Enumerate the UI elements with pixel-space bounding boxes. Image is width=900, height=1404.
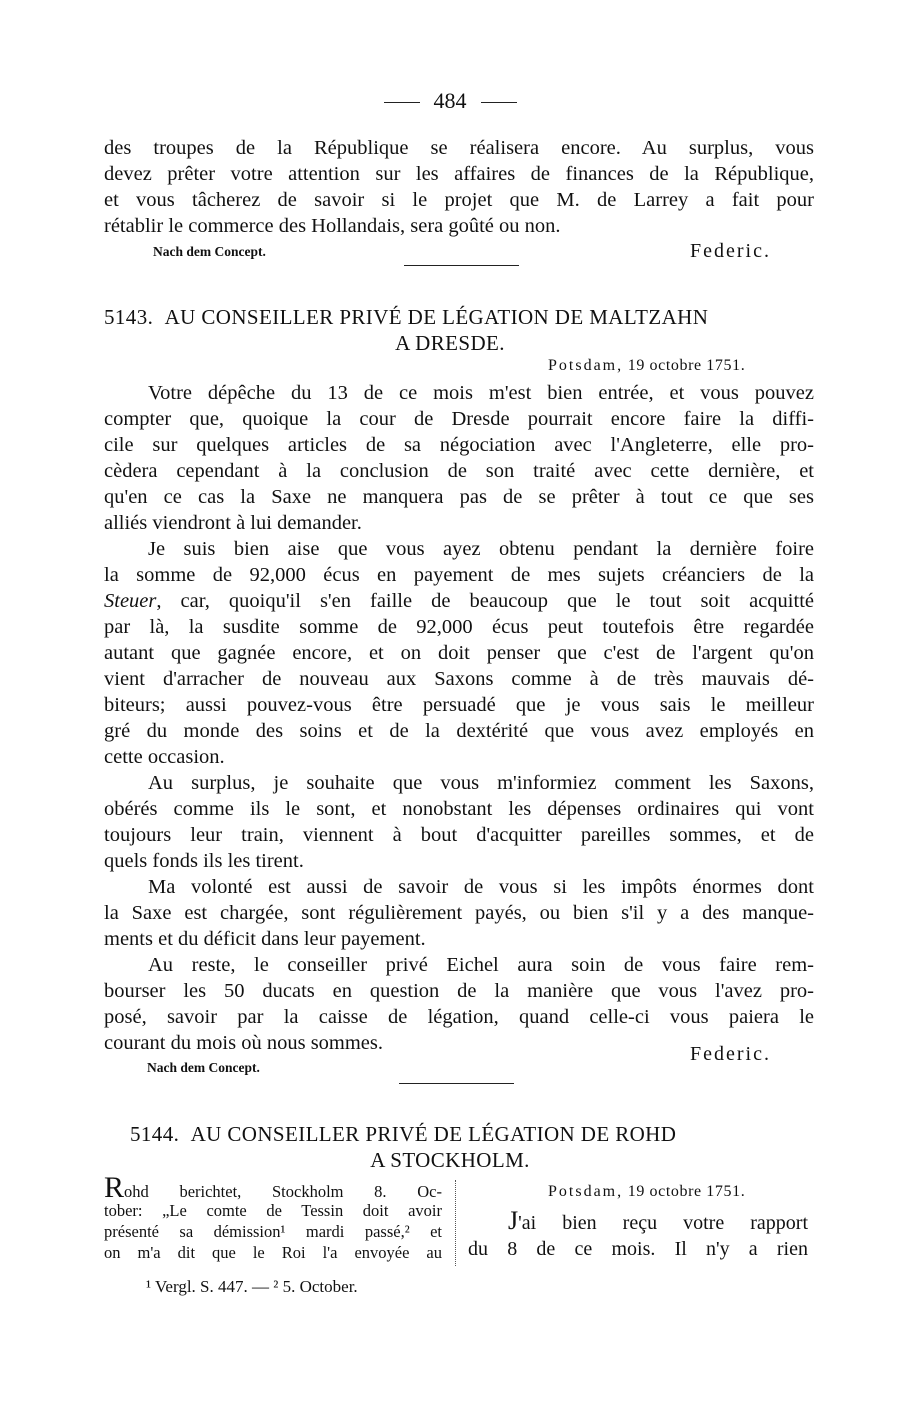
letter-5143-date-place: Potsdam,	[548, 357, 624, 374]
letter-5144-date: 19 octobre 1751.	[627, 1183, 746, 1200]
letter-5144-recipient: AU CONSEILLER PRIVÉ DE LÉGATION DE ROHD	[190, 1122, 677, 1146]
letter-5144-text-line-1	[508, 1208, 808, 1236]
letter-5143-p2-line-6: vient d'arracher de nouveau aux Saxons comme à de très mauvais dé-	[104, 668, 814, 690]
letter-5143-p3-line-1: Au surplus, je souhaite que vous m'informiez comment les Saxons,	[148, 772, 814, 794]
letter-5143-p2-line-3	[104, 588, 814, 614]
letter-5143-p2-line-1: Je suis bien aise que vous ayez obtenu pendant la dernière foire	[148, 538, 814, 560]
top-line-2: devez prêter votre attention sur les affaires de finances de la République,	[104, 163, 814, 185]
letter-5143-p4-line-3: ments et du déficit dans leur payement.	[104, 928, 426, 950]
summary-dropcap: R	[104, 1171, 125, 1204]
letter-5144-summary-line-2: tober: „Le comte de Tessin doit avoir	[104, 1201, 442, 1220]
letter-5143-p3-line-2: obérés comme ils le sont, et nonobstant les dépenses ordinaires qui vont	[104, 798, 814, 820]
letter-5143-p1-line-3: cile sur quelques articles de sa négociation avec l'Angleterre, elle pro-	[104, 434, 814, 456]
letter-5143-p2-line-3-rest: , car, quoiqu'il s'en faille de beaucoup que le tout soit acquitté	[156, 590, 814, 612]
letter-5143-p4-line-2: la Saxe est chargée, sont régulièrement payés, ou bien s'il y a des manque-	[104, 902, 814, 924]
letter-5144-summary-line-3: présenté sa démission¹ mardi passé,² et	[104, 1222, 442, 1241]
letter-5144-summary-line-4: on m'a dit que le Roi l'a envoyée au	[104, 1243, 442, 1262]
letter-5143-p2-line-4: par là, la susdite somme de 92,000 écus peut toutefois être regardée	[104, 616, 814, 638]
letter-5144-summary-line-1	[104, 1171, 442, 1204]
letter-5143-heading	[104, 304, 814, 330]
letter-5143-p5-line-1: Au reste, le conseiller privé Eichel aura soin de vous faire rem-	[148, 954, 814, 976]
letter-5144-number: 5144.	[130, 1122, 180, 1146]
footnote: ¹ Vergl. S. 447. — ² 5. October.	[146, 1277, 358, 1296]
letter-5143-p2-line-2: la somme de 92,000 écus en payement de mes sujets créanciers de la	[104, 564, 814, 586]
letter-5143-p5-line-2: bourser les 50 ducats en question de la manière que vous l'avez pro-	[104, 980, 814, 1002]
page-number	[0, 88, 900, 114]
letter-5143-p4-line-1: Ma volonté est aussi de savoir de vous si les impôts énormes dont	[148, 876, 814, 898]
letter-5143-p2-line-5: autant que gagnée encore, et on doit penser que c'est de l'argent qu'on	[104, 642, 814, 664]
letter-5143-number: 5143.	[104, 305, 154, 329]
letter-line-1-rest: 'ai bien reçu votre rapport	[518, 1212, 808, 1234]
letter-5143-p1-line-5: qu'en ce cas la Saxe ne manquera pas de se prêter à tout ce que ses	[104, 486, 814, 508]
letter-5143-source-note: Nach dem Concept.	[147, 1060, 260, 1075]
letter-5143-p2-line-7: biteurs; aussi pouvez-vous être persuadé que je vous sais le meilleur	[104, 694, 814, 716]
steuer-term: Steuer	[104, 590, 157, 612]
letter-5143-p3-line-3: toujours leur train, viennent à bout d'acquitter pareilles sommes, et de	[104, 824, 814, 846]
letter-5143-destination: A DRESDE.	[395, 331, 505, 355]
letter-5144-heading	[130, 1121, 676, 1147]
top-line-4: rétablir le commerce des Hollandais, sera goûté ou non.	[104, 215, 561, 237]
top-line-1: des troupes de la République se réalisera encore. Au surplus, vous	[104, 137, 814, 159]
letter-5144-destination: A STOCKHOLM.	[370, 1148, 530, 1172]
letter-5143-p5-line-3: posé, savoir par la caisse de légation, quand celle-ci vous paiera le	[104, 1006, 814, 1028]
summary-line-1-rest: ohd berichtet, Stockholm 8. Oc-	[124, 1182, 442, 1201]
letter-5143-p2-line-9: cette occasion.	[104, 746, 225, 768]
page-number-text: 484	[433, 88, 467, 113]
letter-5143-dateline	[548, 357, 745, 375]
top-line-3: et vous tâcherez de savoir si le projet que M. de Larrey a fait pour	[104, 189, 814, 211]
letter-5143-date: 19 octobre 1751.	[627, 357, 746, 374]
letter-5143-p3-line-4: quels fonds ils les tirent.	[104, 850, 304, 872]
letter-5143-p1-line-1: Votre dépêche du 13 de ce mois m'est bien entrée, et vous pouvez	[148, 382, 814, 404]
column-divider	[455, 1180, 456, 1266]
section-rule-1	[404, 265, 519, 266]
letter-5143-signature: Federic.	[690, 1043, 771, 1065]
letter-5144-date-place: Potsdam,	[548, 1183, 624, 1200]
letter-5143-recipient: AU CONSEILLER PRIVÉ DE LÉGATION DE MALTZAHN	[164, 305, 709, 329]
letter-5143-p1-line-4: cèdera cependant à la conclusion de son traité avec cette dernière, et	[104, 460, 814, 482]
top-signature: Federic.	[690, 240, 771, 262]
page-number-dash-left	[384, 102, 420, 103]
letter-5144-dateline	[548, 1183, 745, 1201]
letter-5143-p5-line-4: courant du mois où nous sommes.	[104, 1032, 384, 1054]
letter-5143-p2-line-8: gré du monde des soins et de la dextérité que vous avez employés en	[104, 720, 814, 742]
letter-5143-p1-line-2: compter que, quoique la cour de Dresde pourrait encore faire la diffi-	[104, 408, 814, 430]
letter-dropcap: J	[508, 1206, 519, 1235]
section-rule-2	[399, 1083, 514, 1084]
page-number-dash-right	[481, 102, 517, 103]
letter-5143-p1-line-6: alliés viendront à lui demander.	[104, 512, 362, 534]
letter-5144-text-line-2: du 8 de ce mois. Il n'y a rien	[468, 1238, 808, 1260]
top-source-note: Nach dem Concept.	[153, 244, 266, 259]
